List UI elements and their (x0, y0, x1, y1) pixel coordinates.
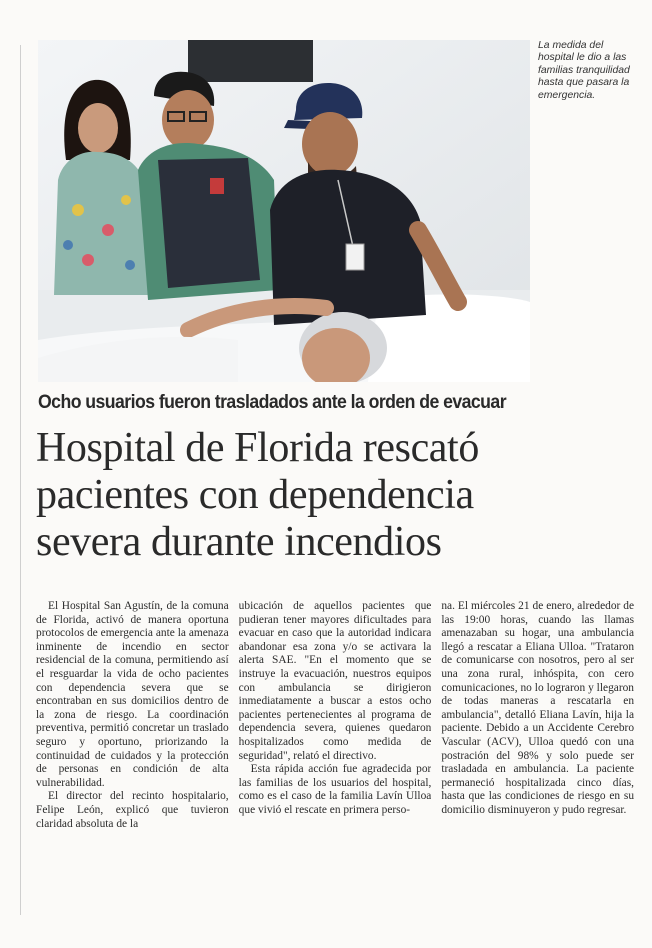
headline-line-2: pacientes con dependencia (36, 472, 474, 518)
paragraph: Esta rápida acción fue agradecida por las familias de los usuarios del hospital, como es el caso de la familia Lavín Ulloa que vivió el rescate en primera perso- (238, 763, 432, 816)
article-body (36, 600, 634, 930)
photo-caption: La medida del hospital le dio a las familias tranquilidad hasta que pasara la emergencia. (538, 40, 630, 101)
headline-line-1: Hospital de Florida rescató (36, 425, 479, 471)
paragraph: El Hospital San Agustín, de la comuna de Florida, activó de manera oportuna protocolos de emergencia ante la amenaza inminente de incendio en sector residencial de la comuna, permitiendo así el resguardar la vida de ocho pacientes con dependencia severa que se encontraban en sus domicilios dentro de la zona de riesgo. La coordinación preventiva, permitió concretar un traslado seguro y oportuno, priorizando la continuidad de cuidados y la protección de personas en condición de alta vulnerabilidad. (36, 600, 229, 789)
article-photo (38, 40, 530, 382)
body-column-1 (36, 600, 229, 930)
article-kicker: Ocho usuarios fueron trasladados ante la orden de evacuar (38, 392, 507, 413)
paragraph: El director del recinto hospitalario, Felipe León, explicó que tuvieron claridad absoluta de la (36, 790, 229, 830)
article-headline (36, 425, 646, 566)
headline-line-3: severa durante incendios (36, 519, 442, 565)
body-column-2 (239, 600, 432, 930)
left-column-rule (20, 45, 21, 915)
paragraph: na. El miércoles 21 de enero, alrededor de las 19:00 horas, cuando las llamas amenazaban su hogar, una ambulancia llegó a rescatar a Eliana Ulloa. "Trataron de comunicarse con nosotros, pero al ser una zona rural, inhóspita, con cero comunicaciones, no lo lograron y llegaron de todas maneras a rescatarla en ambulancia", detalló Eliana Lavín, hija la paciente. Debido a un Accidente Cerebro Vascular (ACV), Ulloa quedó con una postración del 98% y solo puede ser trasladada en ambulancia. La paciente permaneció hospitalizada cinco días, hasta que las condiciones de riesgo en su domicilio disminuyeron y pudo regresar. (441, 600, 635, 816)
body-column-3 (441, 600, 634, 930)
paragraph: ubicación de aquellos pacientes que pudieran tener mayores dificultades para evacuar en caso que la autoridad indicara abandonar esa zona y/o se activara la alerta SAE. "En el momento que se instruye la evacuación, nuestros equipos con ambulancia se dirigieron inmediatamente a buscar a estos ocho pacientes pertenecientes al programa de dependencia severa, quienes quedaron hospitalizados como medida de seguridad", relató el directivo. (238, 600, 432, 762)
